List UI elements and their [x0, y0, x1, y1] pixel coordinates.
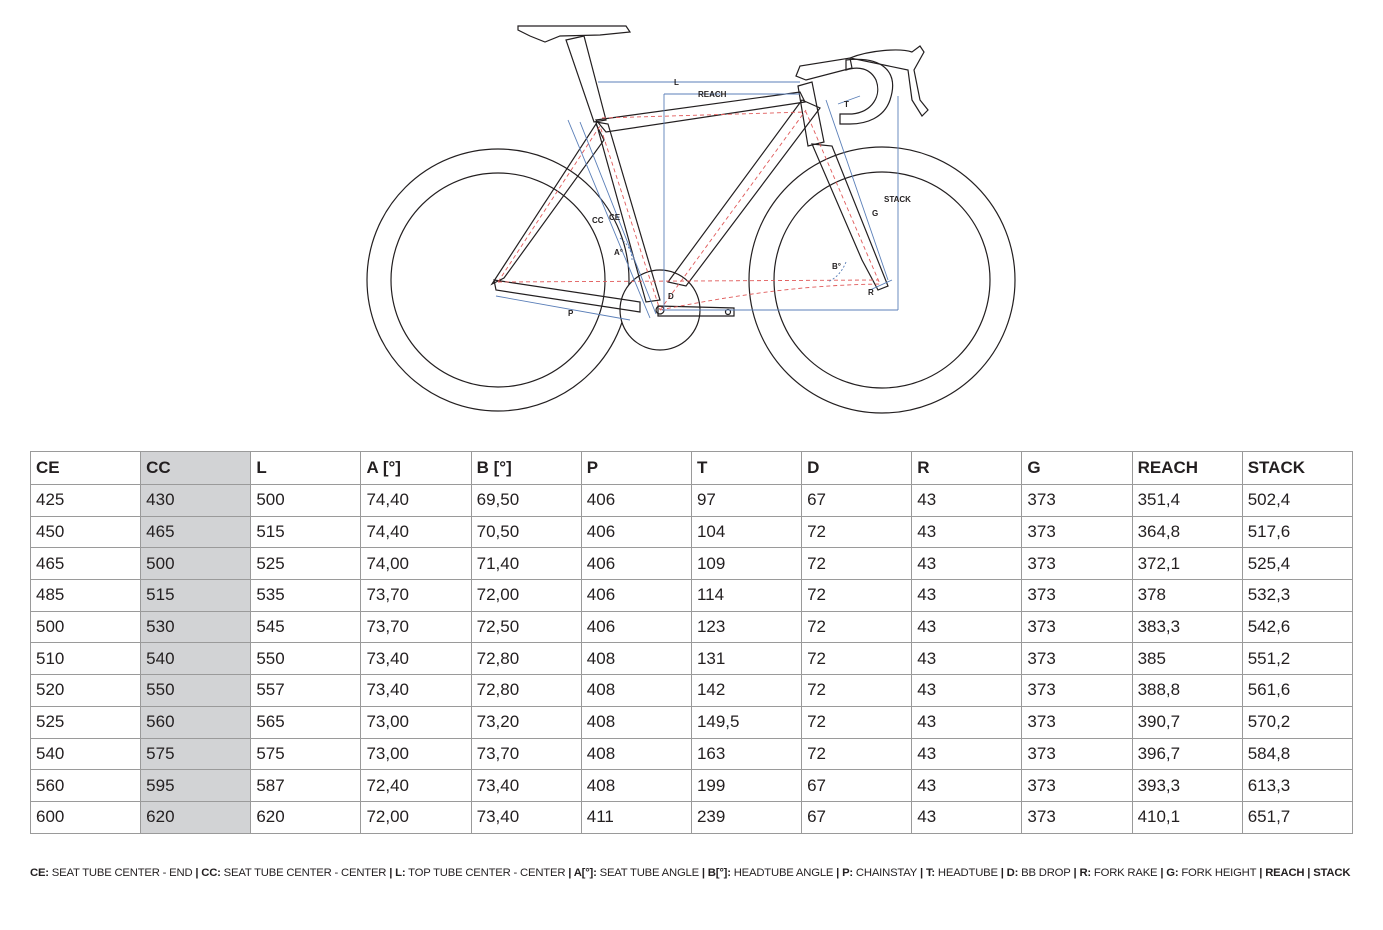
table-cell: 561,6 [1242, 675, 1352, 707]
table-cell: 73,40 [471, 770, 581, 802]
table-cell: 430 [141, 485, 251, 517]
table-cell: 410,1 [1132, 801, 1242, 833]
table-cell: 43 [912, 611, 1022, 643]
geometry-table [30, 451, 1353, 834]
table-cell: 109 [691, 548, 801, 580]
table-cell: 532,3 [1242, 580, 1352, 612]
table-cell: 425 [31, 485, 141, 517]
table-cell: 465 [31, 548, 141, 580]
hood [850, 46, 928, 116]
table-cell: 43 [912, 643, 1022, 675]
table-cell: 73,70 [361, 580, 471, 612]
table-row [31, 643, 1353, 675]
table-cell: 535 [251, 580, 361, 612]
table-cell: 557 [251, 675, 361, 707]
table-cell: 72 [802, 706, 912, 738]
legend-key: L: [395, 867, 406, 879]
table-cell: 373 [1022, 738, 1132, 770]
label-l: L [674, 78, 679, 87]
header-g: G [1022, 452, 1132, 485]
table-cell: 73,40 [361, 675, 471, 707]
table-cell: 149,5 [691, 706, 801, 738]
table-cell: 43 [912, 801, 1022, 833]
table-row [31, 580, 1353, 612]
header-p: P [581, 452, 691, 485]
table-cell: 520 [31, 675, 141, 707]
table-cell: 373 [1022, 706, 1132, 738]
table-cell: 74,40 [361, 516, 471, 548]
chain-stay [494, 280, 640, 312]
table-cell: 373 [1022, 548, 1132, 580]
table-cell: 575 [251, 738, 361, 770]
table-cell: 72 [802, 643, 912, 675]
table-cell: 450 [31, 516, 141, 548]
table-cell: 67 [802, 770, 912, 802]
table-cell: 73,70 [361, 611, 471, 643]
table-cell: 373 [1022, 675, 1132, 707]
legend-key: P: [842, 867, 853, 879]
table-cell: 542,6 [1242, 611, 1352, 643]
header-reach: REACH [1132, 452, 1242, 485]
table-cell: 72,40 [361, 770, 471, 802]
table-cell: 560 [31, 770, 141, 802]
table-cell: 613,3 [1242, 770, 1352, 802]
table-row [31, 738, 1353, 770]
label-reach: REACH [698, 90, 727, 99]
table-cell: 373 [1022, 611, 1132, 643]
table-cell: 408 [581, 643, 691, 675]
header-b: B [°] [471, 452, 581, 485]
table-cell: 587 [251, 770, 361, 802]
header-ce: CE [31, 452, 141, 485]
legend-text: BB DROP [1018, 867, 1071, 879]
label-r: R [868, 288, 874, 297]
table-cell: 373 [1022, 580, 1132, 612]
table-cell: 72 [802, 611, 912, 643]
table-cell: 72 [802, 548, 912, 580]
legend-text: CHAINSTAY [852, 867, 918, 879]
table-cell: 373 [1022, 770, 1132, 802]
header-cc: CC [141, 452, 251, 485]
table-cell: 393,3 [1132, 770, 1242, 802]
header-l: L [251, 452, 361, 485]
stem [796, 58, 852, 80]
header-a: A [°] [361, 452, 471, 485]
table-cell: 620 [141, 801, 251, 833]
table-cell: 239 [691, 801, 801, 833]
table-row [31, 801, 1353, 833]
table-cell: 43 [912, 580, 1022, 612]
down-tube [668, 100, 820, 286]
table-cell: 72,00 [471, 580, 581, 612]
table-cell: 383,3 [1132, 611, 1242, 643]
table-row [31, 485, 1353, 517]
table-cell: 72 [802, 675, 912, 707]
table-cell: 199 [691, 770, 801, 802]
table-cell: 163 [691, 738, 801, 770]
table-cell: 104 [691, 516, 801, 548]
table-row [31, 770, 1353, 802]
table-cell: 373 [1022, 516, 1132, 548]
table-row [31, 548, 1353, 580]
table-cell: 651,7 [1242, 801, 1352, 833]
label-ce: CE [609, 213, 621, 222]
table-cell: 43 [912, 675, 1022, 707]
table-cell: 364,8 [1132, 516, 1242, 548]
table-cell: 73,70 [471, 738, 581, 770]
table-cell: 408 [581, 706, 691, 738]
table-cell: 73,40 [471, 801, 581, 833]
table-cell: 74,00 [361, 548, 471, 580]
table-cell: 72 [802, 580, 912, 612]
front-wheel-outer [749, 147, 1015, 413]
header-d: D [802, 452, 912, 485]
abbreviation-legend: CE: SEAT TUBE CENTER - END | CC: SEAT TUBE CENTER - CENTER | L: TOP TUBE CENTER - CENTER | A[°]: SEAT TUBE ANGLE | B[°]: HEADTUBE ANGLE | P: CHAINSTAY | T: HEADTUBE | D: BB DROP | R: FORK RAKE | G: FORK HEIGHT | REACH | STACK [30, 867, 1351, 879]
table-row [31, 675, 1353, 707]
table-cell: 43 [912, 548, 1022, 580]
legend-key: G: [1166, 867, 1179, 879]
table-cell: 500 [251, 485, 361, 517]
legend-text: FORK HEIGHT [1178, 867, 1257, 879]
label-g: G [872, 209, 879, 218]
table-cell: 131 [691, 643, 801, 675]
legend-text: SEAT TUBE CENTER - END [48, 867, 193, 879]
bike-geometry-diagram [360, 18, 1030, 418]
table-cell: 70,50 [471, 516, 581, 548]
table-cell: 390,7 [1132, 706, 1242, 738]
table-cell: 73,20 [471, 706, 581, 738]
legend-key: D: [1006, 867, 1019, 879]
table-cell: 550 [141, 675, 251, 707]
table-cell: 43 [912, 485, 1022, 517]
table-cell: 540 [141, 643, 251, 675]
table-cell: 565 [251, 706, 361, 738]
table-cell: 72 [802, 738, 912, 770]
table-cell: 43 [912, 516, 1022, 548]
table-row [31, 516, 1353, 548]
head-tube [798, 82, 824, 146]
header-stack: STACK [1242, 452, 1352, 485]
table-cell: 97 [691, 485, 801, 517]
table-cell: 67 [802, 485, 912, 517]
table-cell: 600 [31, 801, 141, 833]
table-cell: 73,00 [361, 706, 471, 738]
table-cell: 72,50 [471, 611, 581, 643]
legend-key: R: [1079, 867, 1091, 879]
table-cell: 465 [141, 516, 251, 548]
legend-key: CE: [30, 867, 49, 879]
table-row [31, 611, 1353, 643]
label-stack: STACK [884, 195, 911, 204]
table-cell: 500 [31, 611, 141, 643]
label-cc: CC [592, 216, 604, 225]
table-cell: 515 [141, 580, 251, 612]
table-cell: 515 [251, 516, 361, 548]
legend-text: SEAT TUBE ANGLE [596, 867, 699, 879]
legend-key: STACK [1313, 867, 1351, 879]
table-cell: 372,1 [1132, 548, 1242, 580]
label-t: T [844, 100, 849, 109]
table-cell: 114 [691, 580, 801, 612]
legend-key: REACH [1265, 867, 1305, 879]
table-cell: 525 [31, 706, 141, 738]
table-cell: 396,7 [1132, 738, 1242, 770]
header-r: R [912, 452, 1022, 485]
table-cell: 550 [251, 643, 361, 675]
legend-text: FORK RAKE [1090, 867, 1161, 879]
table-cell: 142 [691, 675, 801, 707]
table-cell: 373 [1022, 801, 1132, 833]
table-cell: 500 [141, 548, 251, 580]
legend-text: HEADTUBE ANGLE [730, 867, 834, 879]
table-row [31, 706, 1353, 738]
header-t: T [691, 452, 801, 485]
table-cell: 373 [1022, 485, 1132, 517]
handlebar [840, 59, 893, 124]
table-cell: 406 [581, 485, 691, 517]
table-cell: 485 [31, 580, 141, 612]
table-cell: 595 [141, 770, 251, 802]
legend-text: HEADTUBE [934, 867, 998, 879]
table-cell: 408 [581, 770, 691, 802]
table-cell: 525,4 [1242, 548, 1352, 580]
table-cell: 575 [141, 738, 251, 770]
saddle [518, 26, 630, 42]
legend-key: A[°]: [573, 867, 597, 879]
table-cell: 73,00 [361, 738, 471, 770]
table-cell: 406 [581, 548, 691, 580]
table-cell: 551,2 [1242, 643, 1352, 675]
table-cell: 406 [581, 516, 691, 548]
table-cell: 71,40 [471, 548, 581, 580]
seat-stay [492, 124, 604, 284]
table-cell: 67 [802, 801, 912, 833]
table-cell: 570,2 [1242, 706, 1352, 738]
table-cell: 406 [581, 580, 691, 612]
table-cell: 72,00 [361, 801, 471, 833]
legend-key: B[°]: [707, 867, 731, 879]
table-cell: 406 [581, 611, 691, 643]
table-cell: 525 [251, 548, 361, 580]
table-cell: 72 [802, 516, 912, 548]
table-cell: 530 [141, 611, 251, 643]
label-d: D [668, 292, 674, 301]
table-cell: 43 [912, 706, 1022, 738]
legend-text: TOP TUBE CENTER - CENTER [405, 867, 566, 879]
label-a: A° [614, 248, 623, 257]
legend-key: CC: [201, 867, 221, 879]
table-cell: 43 [912, 770, 1022, 802]
table-cell: 72,80 [471, 643, 581, 675]
table-cell: 373 [1022, 643, 1132, 675]
table-cell: 43 [912, 738, 1022, 770]
table-cell: 584,8 [1242, 738, 1352, 770]
table-cell: 560 [141, 706, 251, 738]
table-cell: 408 [581, 675, 691, 707]
table-cell: 378 [1132, 580, 1242, 612]
table-cell: 74,40 [361, 485, 471, 517]
table-cell: 620 [251, 801, 361, 833]
table-cell: 388,8 [1132, 675, 1242, 707]
table-cell: 502,4 [1242, 485, 1352, 517]
table-cell: 385 [1132, 643, 1242, 675]
table-cell: 517,6 [1242, 516, 1352, 548]
table-cell: 540 [31, 738, 141, 770]
table-cell: 73,40 [361, 643, 471, 675]
legend-key: T: [925, 867, 935, 879]
table-header-row [31, 452, 1353, 485]
table-cell: 411 [581, 801, 691, 833]
table-cell: 408 [581, 738, 691, 770]
legend-text: SEAT TUBE CENTER - CENTER [220, 867, 387, 879]
seatpost [566, 36, 606, 122]
table-cell: 545 [251, 611, 361, 643]
label-b: B° [832, 262, 841, 271]
table-cell: 69,50 [471, 485, 581, 517]
table-cell: 351,4 [1132, 485, 1242, 517]
table-cell: 510 [31, 643, 141, 675]
label-p: P [568, 309, 574, 318]
table-cell: 72,80 [471, 675, 581, 707]
table-cell: 123 [691, 611, 801, 643]
